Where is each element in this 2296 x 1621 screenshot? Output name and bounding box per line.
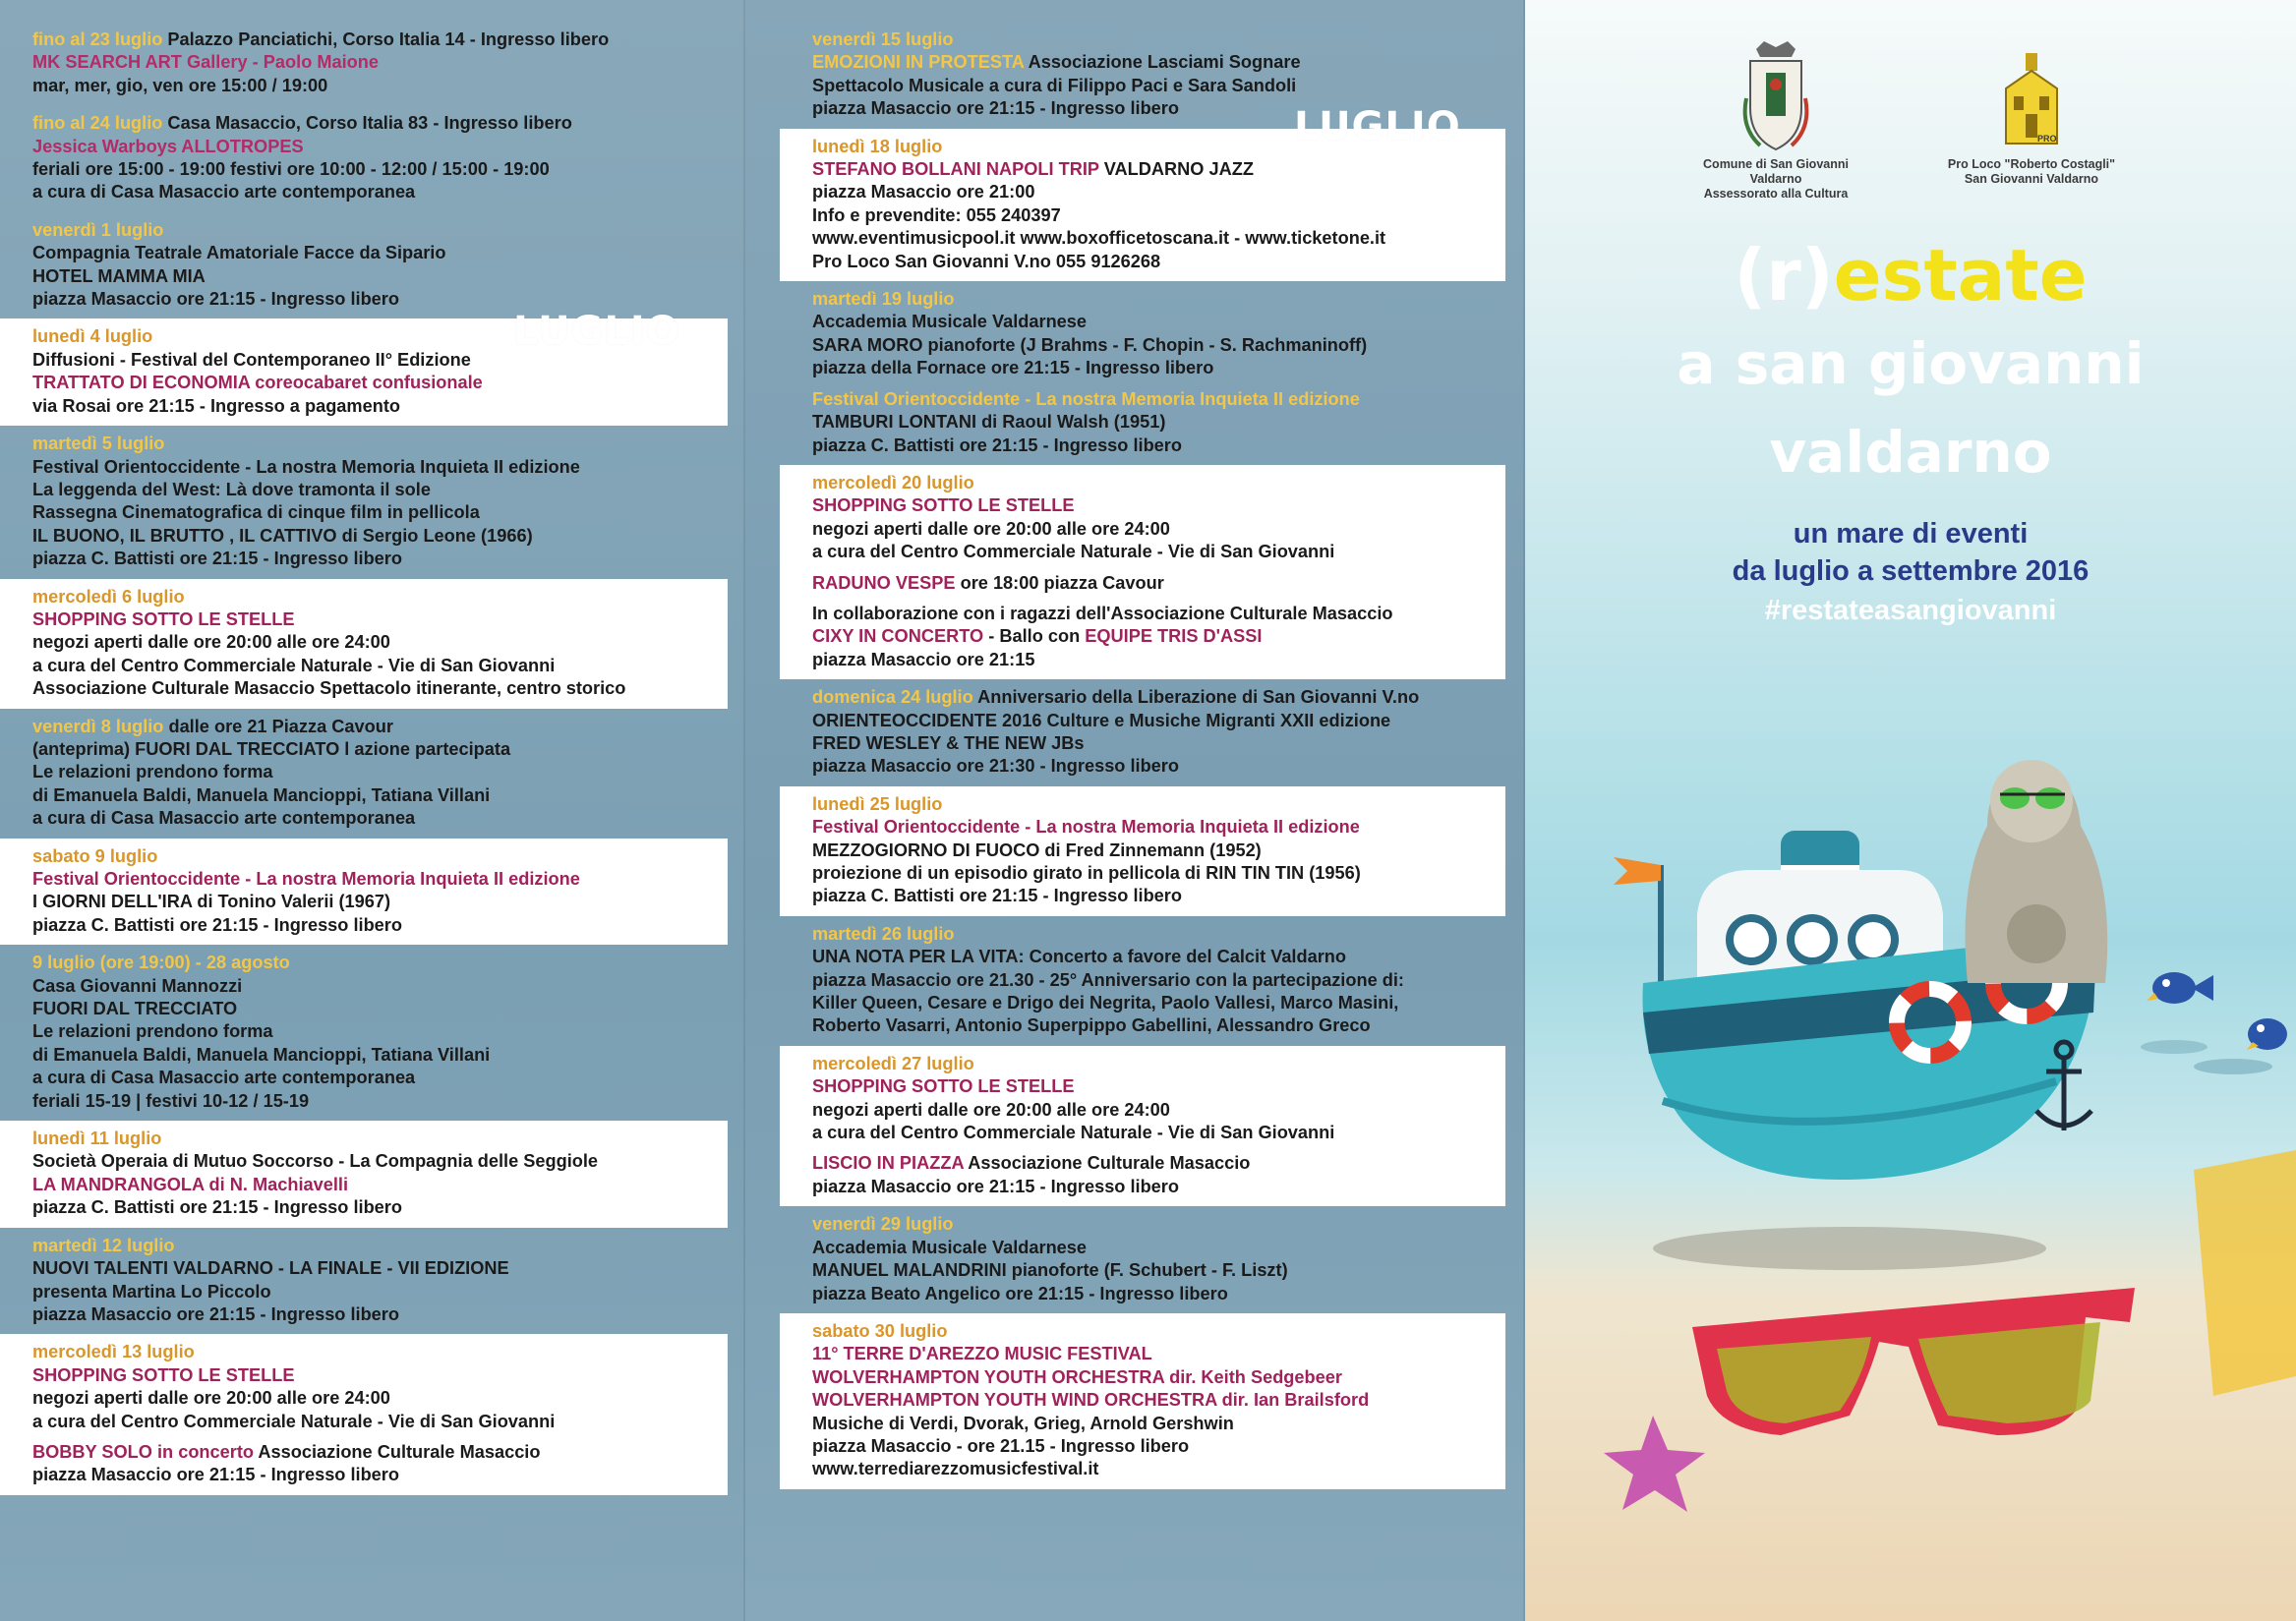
- cover-subtitle-2: da luglio a settembre 2016: [1732, 555, 2090, 587]
- event-line: [812, 1366, 1505, 1389]
- event-text: di Emanuela Baldi, Manuela Mancioppi, Tatiana Villani: [32, 784, 491, 805]
- event-line: [812, 1389, 1505, 1412]
- event-line: [32, 1281, 728, 1303]
- comune-dept: Assessorato alla Cultura: [1703, 187, 1849, 201]
- event-block: [780, 916, 1505, 1046]
- event-line: [32, 608, 728, 631]
- event-line: [32, 1044, 728, 1067]
- comune-name: Comune di San Giovanni Valdarno: [1703, 157, 1849, 186]
- event-text: presenta Martina Lo Piccolo: [32, 1281, 271, 1302]
- event-date: lunedì 11 luglio: [32, 1129, 162, 1149]
- event-highlight: LA MANDRANGOLA di N. Machiavelli: [32, 1174, 348, 1194]
- event-text: a cura di Casa Masaccio arte contemporanea: [32, 182, 416, 203]
- event-text: Casa Masaccio, Corso Italia 83 - Ingresso libero: [162, 113, 572, 134]
- event-block: [0, 839, 728, 946]
- event-line: [812, 380, 1505, 388]
- event-text: Società Operaia di Mutuo Soccorso - La Compagnia delle Seggiole: [32, 1151, 599, 1172]
- event-line: [812, 969, 1505, 992]
- event-line: [32, 677, 728, 700]
- event-block: [0, 1121, 728, 1228]
- event-line: [812, 1122, 1505, 1144]
- event-line: [812, 1259, 1505, 1282]
- event-text: piazza Masaccio ore 21:00: [812, 182, 1035, 203]
- proloco-city: San Giovanni Valdarno: [1964, 172, 2099, 186]
- event-line: [32, 479, 728, 501]
- event-text: Rassegna Cinematografica di cinque film in pellicola: [32, 502, 480, 523]
- event-line: [32, 1433, 728, 1441]
- event-line: [812, 1099, 1505, 1122]
- left-panel: [0, 0, 745, 1621]
- event-text: MEZZOGIORNO DI FUOCO di Fred Zinnemann (1952): [812, 839, 1262, 860]
- event-text: HOTEL MAMMA MIA: [32, 265, 206, 286]
- event-block: [780, 1206, 1505, 1313]
- event-text: di Emanuela Baldi, Manuela Mancioppi, Tatiana Villani: [32, 1044, 491, 1065]
- event-line: [32, 1128, 728, 1150]
- event-text: I GIORNI DELL'IRA di Tonino Valerii (1967): [32, 892, 391, 912]
- event-line: [812, 1237, 1505, 1259]
- event-line: [812, 1320, 1505, 1343]
- event-line: [812, 732, 1505, 755]
- event-date: mercoledì 27 luglio: [812, 1053, 974, 1073]
- event-line: [812, 1283, 1505, 1305]
- event-line: [812, 29, 1505, 51]
- coat-of-arms-icon: [1737, 39, 1815, 157]
- event-line: [812, 564, 1505, 572]
- fish-icon: [2147, 972, 2213, 1004]
- event-text: piazza C. Battisti ore 21:15 - Ingresso libero: [32, 914, 402, 935]
- left-event-list: [0, 22, 728, 1495]
- cover-title: [1525, 236, 2296, 315]
- cover-hashtag: #restateasangiovanni: [1764, 595, 2057, 626]
- event-line: [812, 334, 1505, 357]
- event-date: mercoledì 6 luglio: [32, 586, 185, 607]
- event-line: [812, 992, 1505, 1014]
- cover-panel: [1525, 0, 2296, 1621]
- event-block: [0, 22, 728, 105]
- cover-title-line2: a san giovanni: [1677, 330, 2145, 397]
- event-line: [32, 1067, 728, 1089]
- event-line: [812, 1213, 1505, 1236]
- event-line: [32, 395, 728, 418]
- event-line: [812, 51, 1505, 74]
- event-line: [812, 572, 1505, 595]
- event-highlight: SHOPPING SOTTO LE STELLE: [32, 1364, 295, 1385]
- event-text: negozi aperti dalle ore 20:00 alle ore 24:00: [812, 1099, 1170, 1120]
- svg-text:PRO: PRO: [2037, 134, 2057, 144]
- event-text: (anteprima) FUORI DAL TRECCIATO l azione partecipata: [32, 738, 511, 759]
- event-block: [0, 1334, 728, 1494]
- event-date: martedì 12 luglio: [32, 1235, 175, 1255]
- event-highlight: Festival Orientoccidente - La nostra Memoria Inquieta II edizione: [32, 869, 580, 889]
- event-date: martedì 26 luglio: [812, 923, 955, 944]
- event-date: lunedì 25 luglio: [812, 793, 943, 814]
- luglio-tag-left: LUGLIO: [513, 309, 680, 354]
- middle-event-list: [780, 22, 1505, 1489]
- event-block: [780, 1313, 1505, 1489]
- event-text: UNA NOTA PER LA VITA: Concerto a favore del Calcit Valdarno: [812, 947, 1347, 967]
- event-text: SARA MORO pianoforte (J Brahms - F. Chopin - S. Rachmaninoff): [812, 334, 1368, 355]
- event-line: [32, 372, 728, 394]
- event-highlight: Festival Orientoccidente - La nostra Memoria Inquieta II edizione: [812, 817, 1360, 838]
- event-text: In collaborazione con i ragazzi dell'Associazione Culturale Masaccio: [812, 603, 1393, 623]
- event-line: [32, 1441, 728, 1464]
- event-text: - Ballo con: [983, 626, 1086, 647]
- event-text: Spettacolo Musicale a cura di Filippo Paci e Sara Sandoli: [812, 75, 1297, 95]
- event-line: [32, 51, 728, 74]
- event-line: [812, 755, 1505, 778]
- event-text: feriali 15-19 | festivi 10-12 / 15-19: [32, 1090, 310, 1111]
- event-line: [32, 914, 728, 937]
- event-line: [32, 784, 728, 807]
- event-line: [812, 1176, 1505, 1198]
- middle-panel: [745, 0, 1525, 1621]
- event-line: [32, 952, 728, 974]
- event-line: [812, 839, 1505, 862]
- event-text: piazza Masaccio ore 21:15 - Ingresso libero: [32, 1303, 399, 1324]
- event-text: a cura di Casa Masaccio arte contemporanea: [32, 1068, 416, 1088]
- luglio-tag-middle: LUGLIO: [1294, 104, 1461, 149]
- event-line: [812, 311, 1505, 333]
- event-date: lunedì 18 luglio: [812, 136, 943, 156]
- event-line: [812, 251, 1505, 273]
- event-line: [812, 603, 1505, 625]
- event-text: Palazzo Panciatichi, Corso Italia 14 - Ingresso libero: [162, 29, 610, 49]
- event-date: fino al 24 luglio: [32, 113, 163, 134]
- event-line: [812, 595, 1505, 603]
- event-line: [812, 1343, 1505, 1365]
- event-highlight: RADUNO VESPE: [812, 572, 956, 593]
- event-text: Accademia Musicale Valdarnese: [812, 1237, 1088, 1257]
- event-text: NUOVI TALENTI VALDARNO - LA FINALE - VII EDIZIONE: [32, 1258, 509, 1279]
- event-line: [32, 1341, 728, 1363]
- event-text: Anniversario della Liberazione di San Giovanni V.no: [972, 687, 1420, 708]
- event-line: [32, 1364, 728, 1387]
- event-text: La leggenda del West: Là dove tramonta il sole: [32, 479, 431, 499]
- event-line: [812, 227, 1505, 250]
- comune-logo: [1682, 39, 1869, 201]
- event-text: piazza della Fornace ore 21:15 - Ingresso libero: [812, 358, 1214, 378]
- event-line: [32, 845, 728, 868]
- event-date: martedì 5 luglio: [32, 434, 165, 454]
- event-highlight: EQUIPE TRIS D'ASSI: [1085, 626, 1263, 647]
- event-block: [0, 426, 728, 578]
- event-text: Accademia Musicale Valdarnese: [812, 312, 1088, 332]
- event-line: [812, 816, 1505, 839]
- event-line: [32, 868, 728, 891]
- event-line: [812, 357, 1505, 379]
- event-text: Killer Queen, Cesare e Drigo dei Negrita, Paolo Vallesi, Marco Masini,: [812, 993, 1399, 1013]
- event-text: piazza Masaccio ore 21:15 - Ingresso libero: [32, 289, 399, 310]
- event-line: [32, 1464, 728, 1486]
- event-line: [32, 75, 728, 97]
- event-text: piazza C. Battisti ore 21:15 - Ingresso libero: [32, 549, 402, 569]
- event-text: Associazione Culturale Masaccio Spettacolo itinerante, centro storico: [32, 678, 626, 699]
- event-date: fino al 23 luglio: [32, 29, 163, 49]
- event-text: www.eventimusicpool.it www.boxofficetoscana.it - www.ticketone.it: [812, 228, 1386, 249]
- event-line: [32, 1257, 728, 1280]
- event-text: a cura del Centro Commerciale Naturale - Vie di San Giovanni: [812, 1123, 1335, 1143]
- event-line: [812, 1053, 1505, 1075]
- cover-subtitle-1: un mare di eventi: [1793, 518, 2029, 550]
- event-line: [812, 710, 1505, 732]
- event-date: mercoledì 20 luglio: [812, 472, 974, 492]
- event-line: [32, 181, 728, 203]
- event-text: feriali ore 15:00 - 19:00 festivi ore 10:00 - 12:00 / 15:00 - 19:00: [32, 159, 550, 180]
- event-text: via Rosai ore 21:15 - Ingresso a pagamento: [32, 395, 400, 416]
- event-line: [32, 998, 728, 1020]
- event-highlight: LISCIO IN PIAZZA: [812, 1153, 964, 1174]
- event-block: [0, 579, 728, 709]
- event-line: [812, 411, 1505, 434]
- proloco-emblem-icon: [1992, 49, 2071, 157]
- starfish-icon: [1604, 1416, 1705, 1512]
- event-date: venerdì 15 luglio: [812, 29, 954, 49]
- event-highlight: MK SEARCH ART Gallery - Paolo Maione: [32, 52, 380, 73]
- event-line: [32, 891, 728, 913]
- event-text: piazza Masaccio - ore 21.15 - Ingresso libero: [812, 1435, 1190, 1456]
- fish-icon: [2247, 1018, 2287, 1050]
- event-line: [812, 686, 1505, 709]
- event-line: [32, 1020, 728, 1043]
- event-text: piazza Masaccio ore 21:30 - Ingresso libero: [812, 756, 1179, 777]
- event-line: [812, 388, 1505, 411]
- event-line: [32, 242, 728, 264]
- event-line: [812, 946, 1505, 968]
- event-text: negozi aperti dalle ore 20:00 alle ore 24:00: [32, 1388, 390, 1409]
- sunglasses-icon: [1692, 1288, 2135, 1435]
- event-date: venerdì 29 luglio: [812, 1214, 954, 1235]
- event-line: [32, 975, 728, 998]
- event-highlight: BOBBY SOLO in concerto: [32, 1441, 255, 1462]
- event-highlight: SHOPPING SOTTO LE STELLE: [812, 1076, 1075, 1097]
- event-date: Festival Orientoccidente - La nostra Memoria Inquieta II edizione: [812, 388, 1360, 409]
- event-date: sabato 30 luglio: [812, 1320, 948, 1341]
- title-prefix: (r): [1734, 234, 1834, 317]
- event-line: [32, 586, 728, 608]
- event-text: piazza Masaccio ore 21:15: [812, 649, 1035, 669]
- event-line: [32, 1303, 728, 1326]
- event-highlight: CIXY IN CONCERTO: [812, 626, 984, 647]
- event-line: [812, 75, 1505, 97]
- event-block: [0, 1228, 728, 1335]
- event-line: [32, 433, 728, 455]
- event-block: [0, 945, 728, 1121]
- event-line: [812, 1075, 1505, 1098]
- event-text: Pro Loco San Giovanni V.no 055 9126268: [812, 251, 1161, 271]
- event-line: [812, 1435, 1505, 1458]
- event-line: [812, 625, 1505, 648]
- event-line: [32, 716, 728, 738]
- event-highlight: Jessica Warboys ALLOTROPES: [32, 136, 304, 156]
- event-date: domenica 24 luglio: [812, 687, 973, 708]
- event-text: a cura del Centro Commerciale Naturale - Vie di San Giovanni: [32, 655, 556, 675]
- event-line: [32, 456, 728, 479]
- event-line: [812, 434, 1505, 457]
- event-line: [32, 1196, 728, 1219]
- event-line: [812, 1152, 1505, 1175]
- event-text: piazza C. Battisti ore 21:15 - Ingresso libero: [812, 886, 1182, 906]
- event-block: [0, 212, 728, 319]
- event-date: venerdì 8 luglio: [32, 716, 164, 736]
- event-line: [812, 1014, 1505, 1037]
- event-text: proiezione di un episodio girato in pellicola di RIN TIN TIN (1956): [812, 863, 1361, 883]
- event-text: negozi aperti dalle ore 20:00 alle ore 24:00: [812, 518, 1170, 539]
- event-block: [780, 129, 1505, 281]
- event-highlight: WOLVERHAMPTON YOUTH WIND ORCHESTRA dir. Ian Brailsford: [812, 1390, 1370, 1411]
- event-line: [32, 631, 728, 654]
- event-text: ore 18:00 piazza Cavour: [955, 572, 1164, 593]
- event-text: Associazione Culturale Masaccio: [254, 1441, 541, 1462]
- event-text: a cura del Centro Commerciale Naturale - Vie di San Giovanni: [32, 1411, 556, 1431]
- event-text: Roberto Vasarri, Antonio Superpippo Gabellini, Alessandro Greco: [812, 1015, 1371, 1036]
- event-line: [32, 1150, 728, 1173]
- event-text: piazza Masaccio ore 21:15 - Ingresso libero: [32, 1465, 399, 1485]
- event-line: [812, 1458, 1505, 1480]
- event-text: mar, mer, gio, ven ore 15:00 / 19:00: [32, 75, 328, 95]
- event-line: [812, 158, 1505, 181]
- event-highlight: TRATTATO DI ECONOMIA coreocabaret confusionale: [32, 373, 483, 393]
- event-date: venerdì 1 luglio: [32, 219, 164, 240]
- event-line: [812, 1144, 1505, 1152]
- event-text: TAMBURI LONTANI di Raoul Walsh (1951): [812, 412, 1166, 433]
- event-text: Festival Orientoccidente - La nostra Memoria Inquieta II edizione: [32, 456, 580, 477]
- event-line: [812, 541, 1505, 563]
- event-text: Compagnia Teatrale Amatoriale Facce da Sipario: [32, 243, 446, 263]
- event-line: [32, 655, 728, 677]
- event-block: [0, 709, 728, 839]
- event-line: [32, 136, 728, 158]
- cover-title-line3: valdarno: [1769, 419, 2052, 486]
- event-text: Le relazioni prendono forma: [32, 1021, 273, 1042]
- event-line: [812, 793, 1505, 816]
- event-highlight: 11° TERRE D'AREZZO MUSIC FESTIVAL: [812, 1344, 1152, 1364]
- event-line: [32, 548, 728, 570]
- event-line: [812, 472, 1505, 494]
- event-line: [32, 1387, 728, 1410]
- event-line: [812, 518, 1505, 541]
- event-block: [780, 679, 1505, 786]
- proloco-name: Pro Loco "Roberto Costagli": [1947, 157, 2116, 171]
- event-line: [32, 29, 728, 51]
- event-text: piazza Masaccio ore 21.30 - 25° Anniversario con la partecipazione di:: [812, 969, 1404, 990]
- event-date: mercoledì 13 luglio: [32, 1342, 195, 1362]
- event-line: [32, 288, 728, 311]
- event-line: [812, 204, 1505, 227]
- event-line: [32, 265, 728, 288]
- event-line: [32, 1235, 728, 1257]
- event-line: [812, 923, 1505, 946]
- event-text: VALDARNO JAZZ: [1098, 159, 1254, 180]
- event-text: Diffusioni - Festival del Contemporaneo II° Edizione: [32, 349, 471, 370]
- event-line: [812, 649, 1505, 671]
- event-text: Associazione Culturale Masaccio: [963, 1153, 1251, 1174]
- event-text: Casa Giovanni Mannozzi: [32, 975, 243, 996]
- event-text: piazza Beato Angelico ore 21:15 - Ingresso libero: [812, 1283, 1228, 1303]
- event-text: dalle ore 21 Piazza Cavour: [163, 716, 393, 736]
- event-text: a cura di Casa Masaccio arte contemporanea: [32, 808, 416, 829]
- event-date: martedì 19 luglio: [812, 289, 955, 310]
- event-block: [780, 1046, 1505, 1206]
- event-line: [812, 288, 1505, 311]
- event-text: piazza C. Battisti ore 21:15 - Ingresso libero: [812, 434, 1182, 455]
- event-text: Musiche di Verdi, Dvorak, Grieg, Arnold Gershwin: [812, 1413, 1234, 1433]
- event-line: [812, 494, 1505, 517]
- event-line: [32, 158, 728, 181]
- event-line: [32, 738, 728, 761]
- event-date: 9 luglio (ore 19:00) - 28 agosto: [32, 953, 290, 973]
- event-line: [812, 181, 1505, 203]
- event-line: [812, 885, 1505, 907]
- event-text: Associazione Lasciami Sognare: [1024, 52, 1301, 73]
- event-highlight: SHOPPING SOTTO LE STELLE: [812, 495, 1075, 516]
- event-text: FUORI DAL TRECCIATO: [32, 999, 238, 1019]
- event-block: [780, 786, 1505, 916]
- event-text: Info e prevendite: 055 240397: [812, 204, 1061, 225]
- event-block: [780, 465, 1505, 679]
- event-line: [32, 1090, 728, 1113]
- event-line: [812, 1413, 1505, 1435]
- event-block: [780, 281, 1505, 465]
- event-text: www.terrediarezzomusicfestival.it: [812, 1459, 1099, 1479]
- event-text: piazza Masaccio ore 21:15 - Ingresso libero: [812, 98, 1179, 119]
- event-line: [32, 1174, 728, 1196]
- event-block: [0, 105, 728, 212]
- event-date: sabato 9 luglio: [32, 845, 158, 866]
- event-date: lunedì 4 luglio: [32, 326, 153, 347]
- event-text: ORIENTEOCCIDENTE 2016 Culture e Musiche Migranti XXII edizione: [812, 710, 1391, 730]
- event-text: Le relazioni prendono forma: [32, 762, 273, 782]
- event-highlight: STEFANO BOLLANI NAPOLI TRIP: [812, 159, 1099, 180]
- event-text: IL BUONO, IL BRUTTO , IL CATTIVO di Sergio Leone (1966): [32, 525, 533, 546]
- event-text: a cura del Centro Commerciale Naturale - Vie di San Giovanni: [812, 542, 1335, 562]
- title-main: estate: [1833, 234, 2088, 317]
- event-line: [32, 1411, 728, 1433]
- event-text: MANUEL MALANDRINI pianoforte (F. Schubert - F. Liszt): [812, 1260, 1288, 1281]
- event-text: negozi aperti dalle ore 20:00 alle ore 24:00: [32, 632, 390, 653]
- event-text: piazza C. Battisti ore 21:15 - Ingresso libero: [32, 1197, 402, 1218]
- event-date: EMOZIONI IN PROTESTA: [812, 52, 1025, 73]
- proloco-logo: [1938, 49, 2125, 197]
- event-line: [812, 862, 1505, 885]
- event-line: [32, 112, 728, 135]
- event-highlight: SHOPPING SOTTO LE STELLE: [32, 608, 295, 629]
- event-highlight: WOLVERHAMPTON YOUTH ORCHESTRA dir. Keith Sedgebeer: [812, 1366, 1342, 1387]
- event-text: piazza Masaccio ore 21:15 - Ingresso libero: [812, 1176, 1179, 1196]
- event-line: [32, 761, 728, 783]
- event-line: [32, 525, 728, 548]
- event-text: FRED WESLEY & THE NEW JBs: [812, 732, 1085, 753]
- boat-illustration: [1525, 688, 2296, 1573]
- event-line: [32, 501, 728, 524]
- event-line: [32, 219, 728, 242]
- lion-statue-icon: [1966, 760, 2108, 983]
- event-line: [32, 807, 728, 830]
